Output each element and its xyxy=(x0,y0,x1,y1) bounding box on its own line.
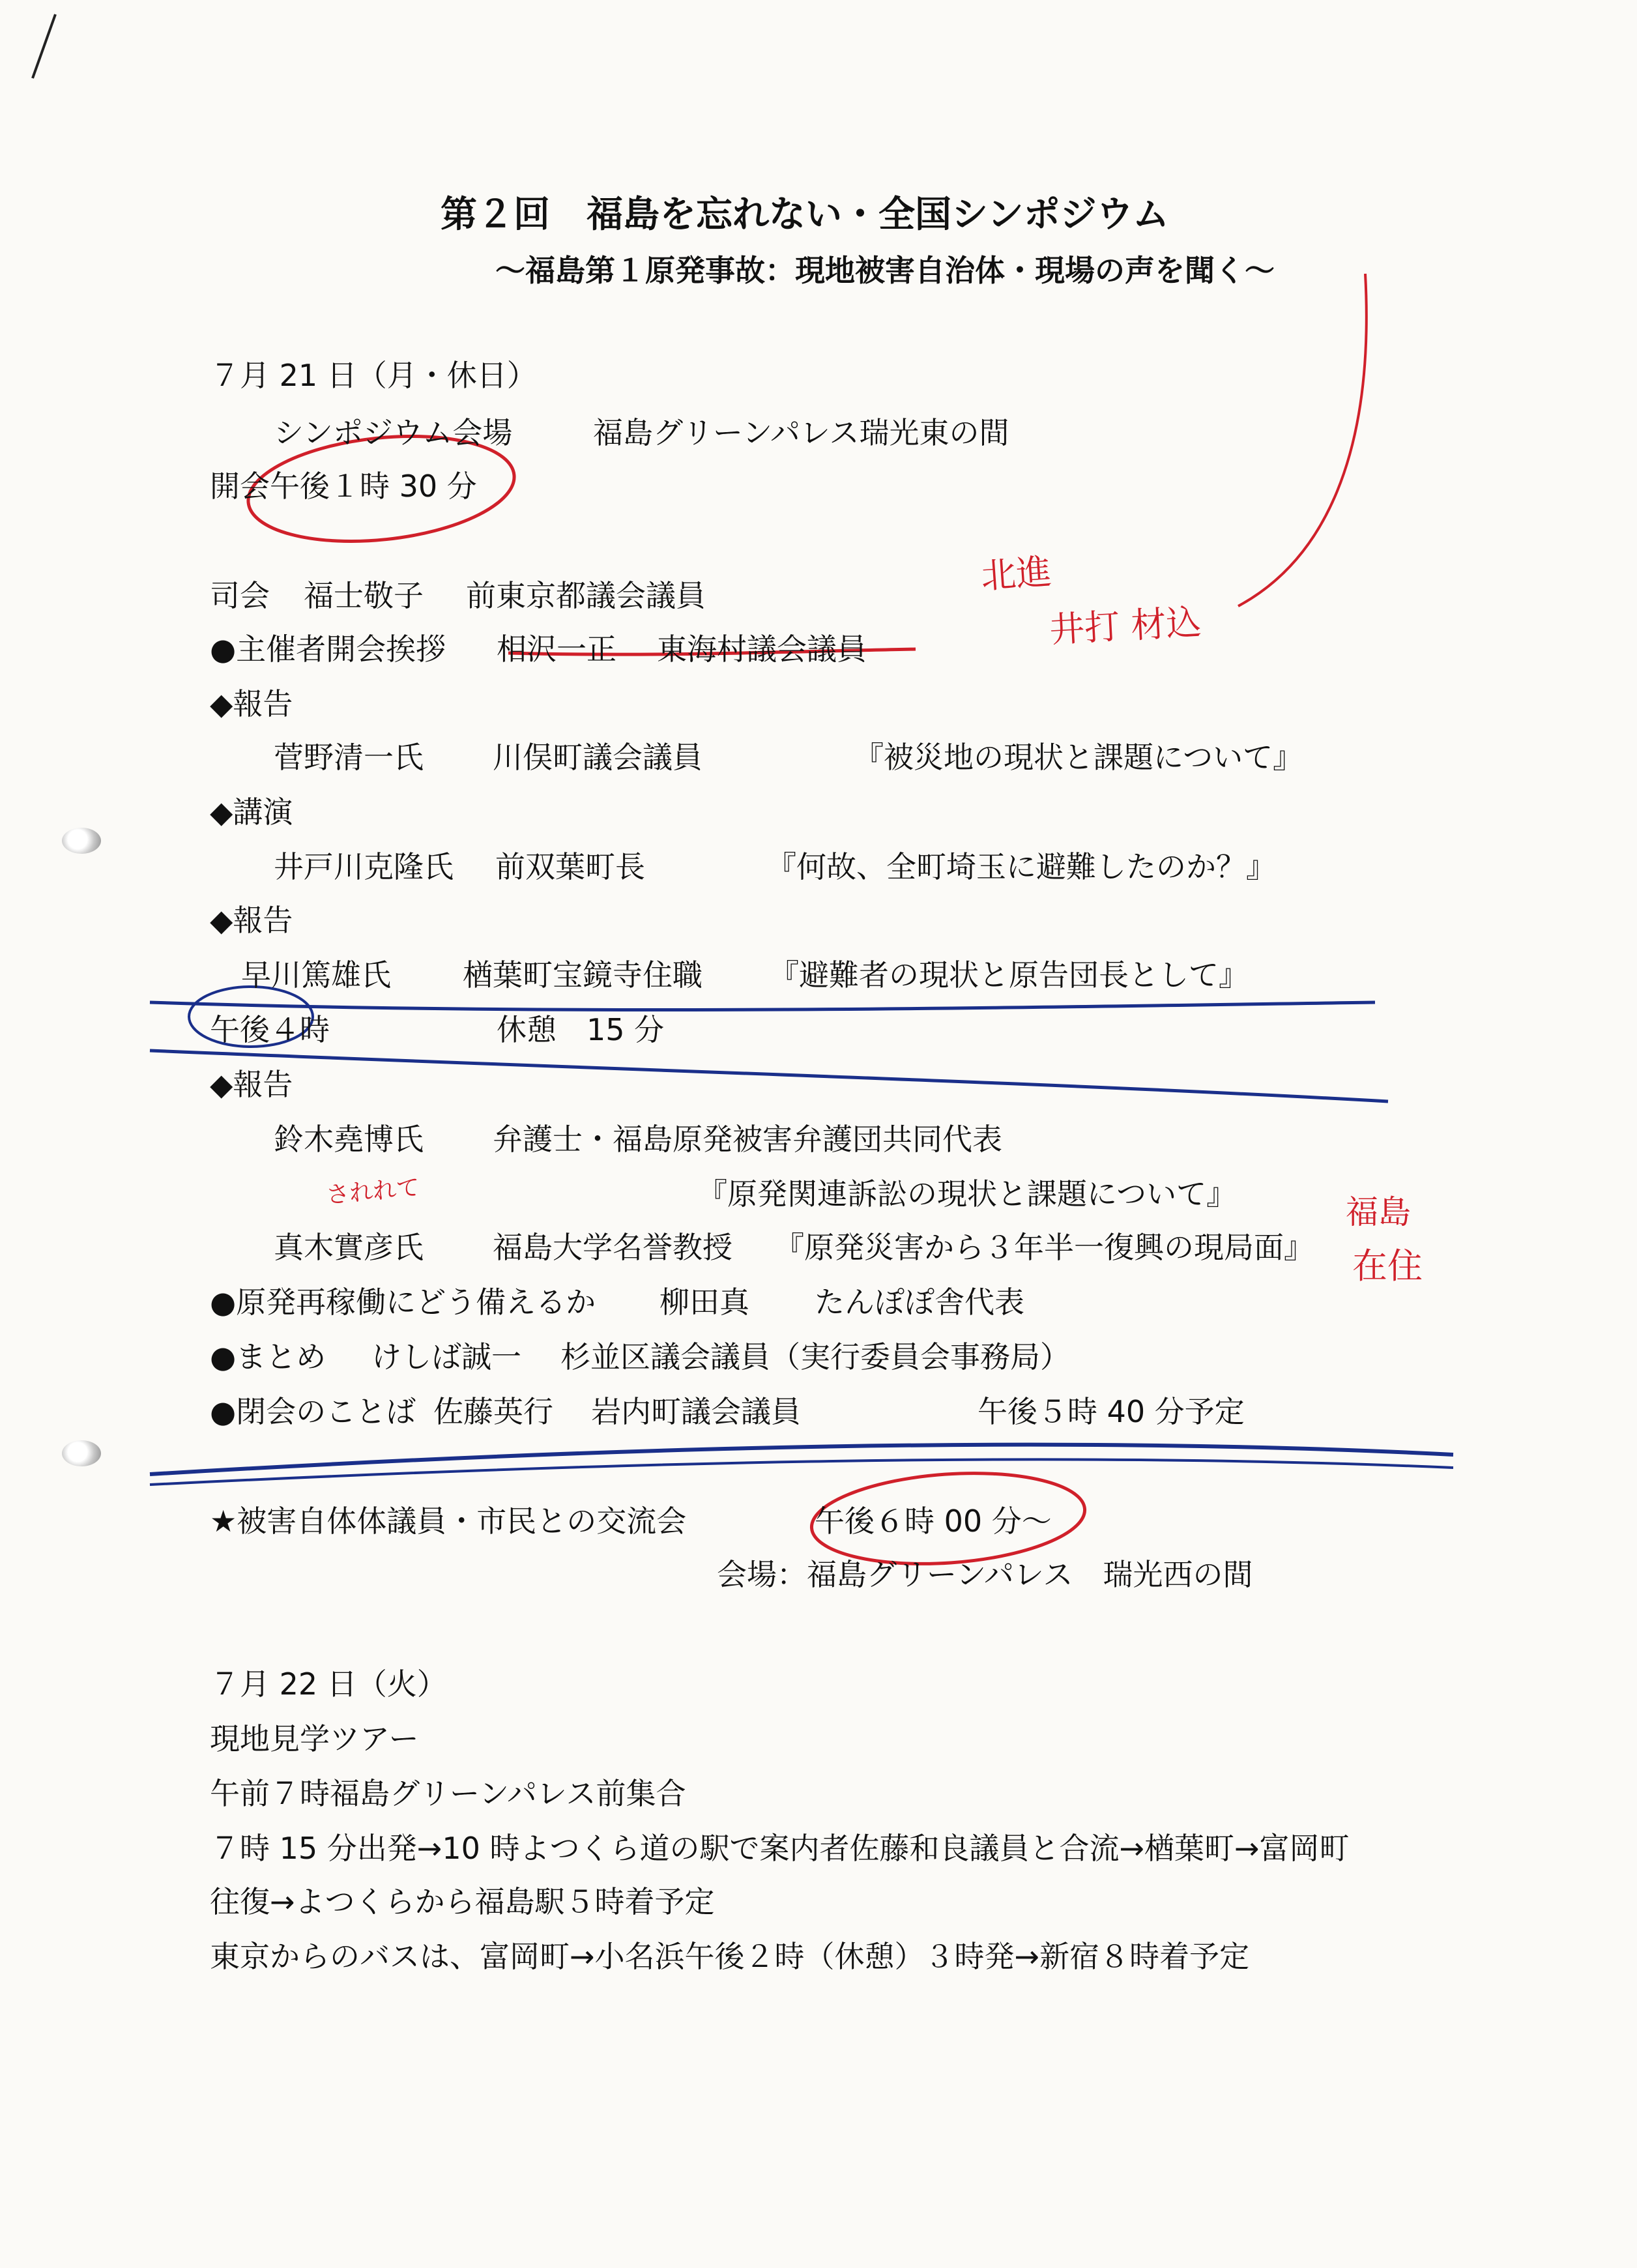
summary-name: けしば誠一 xyxy=(371,1339,521,1374)
report1-topic: 『被災地の現状と課題について』 xyxy=(854,740,1303,775)
tour-bus: 東京からのバスは、富岡町→小名浜午後２時（休憩）３時発→新宿８時着予定 xyxy=(210,1939,1250,1974)
report4-name: 真木實彦氏 xyxy=(274,1230,424,1265)
greeting-role: ●主催者開会挨拶 xyxy=(210,632,446,667)
closing-item: ●閉会のことば xyxy=(210,1394,416,1429)
report1-name: 菅野清一氏 xyxy=(274,740,424,775)
closing-title: 岩内町議会議員 xyxy=(591,1394,801,1429)
handwritten-note: 在住 xyxy=(1352,1245,1423,1287)
closing-name: 佐藤英行 xyxy=(433,1394,553,1429)
report4-topic: 『原発災害から３年半一復興の現局面』 xyxy=(774,1230,1314,1265)
mc-title: 前東京都議会議員 xyxy=(466,578,706,613)
summary-item: ●まとめ xyxy=(210,1339,326,1374)
closing-time: 午後５時 40 分予定 xyxy=(978,1394,1245,1429)
lecture-heading: ◆講演 xyxy=(210,794,293,830)
opening-time: 開会午後１時 30 分 xyxy=(210,469,477,504)
binder-hole xyxy=(62,828,101,854)
handwritten-note: されれて xyxy=(325,1174,421,1210)
handwritten-note: 北進 xyxy=(979,551,1053,597)
restart-item: ●原発再稼働にどう備えるか xyxy=(210,1285,596,1320)
report3-topic: 『原発関連訴訟の現状と課題について』 xyxy=(697,1176,1237,1212)
restart-name: 柳田真 xyxy=(659,1285,749,1320)
binder-hole xyxy=(62,1440,101,1466)
report2-name: 早川篤雄氏 xyxy=(241,957,391,993)
exchange-item: ★被害自体体議員・市民との交流会 xyxy=(210,1504,687,1539)
document-title: 第２回 福島を忘れない・全国シンポジウム xyxy=(441,194,1170,236)
tour-route-line1: ７時 15 分出発→10 時よつくら道の駅で案内者佐藤和良議員と合流→楢葉町→富岡町 xyxy=(210,1831,1350,1866)
report4-title: 福島大学名誉教授 xyxy=(493,1230,732,1265)
break-time: 午後４時 xyxy=(210,1012,330,1047)
report2-title: 楢葉町宝鏡寺住職 xyxy=(463,957,703,993)
greeting-name: 相沢一正 xyxy=(497,632,616,667)
report3-title: 弁護士・福島原発被害弁護団共同代表 xyxy=(493,1122,1002,1157)
report1-title: 川俣町議会議員 xyxy=(493,740,703,775)
day2-date: ７月 22 日（火） xyxy=(210,1666,447,1702)
report3-name: 鈴木堯博氏 xyxy=(274,1122,424,1157)
lecture-title: 前双葉町長 xyxy=(495,849,645,884)
report1-heading: ◆報告 xyxy=(210,686,293,721)
exchange-venue: 会場：福島グリーンパレス 瑞光西の間 xyxy=(717,1557,1253,1592)
tour-meeting: 午前７時福島グリーンパレス前集合 xyxy=(210,1776,686,1811)
report2-heading: ◆報告 xyxy=(210,903,293,938)
mc-role: 司会 xyxy=(210,578,270,613)
day1-date: ７月 21 日（月・休日） xyxy=(210,358,537,393)
venue-label: シンポジウム会場 xyxy=(274,415,513,450)
handwritten-note: 福島 xyxy=(1346,1193,1411,1231)
restart-title: たんぽぽ舎代表 xyxy=(815,1285,1024,1320)
report3-heading: ◆報告 xyxy=(210,1067,293,1102)
summary-title: 杉並区議会議員（実行委員会事務局） xyxy=(560,1339,1070,1374)
break-label: 休憩 15 分 xyxy=(497,1012,665,1047)
handwritten-note: 井打 材込 xyxy=(1048,601,1202,651)
mc-name: 福士敬子 xyxy=(304,578,424,613)
lecture-name: 井戸川克隆氏 xyxy=(274,849,454,884)
tour-route-line2: 往復→よつくらから福島駅５時着予定 xyxy=(210,1884,715,1919)
tour-title: 現地見学ツアー xyxy=(210,1721,419,1756)
lecture-topic: 『何故、全町埼玉に避難したのか？』 xyxy=(766,849,1276,884)
greeting-title: 東海村議会議員 xyxy=(657,632,867,667)
report2-topic: 『避難者の現状と原告団長として』 xyxy=(769,957,1249,993)
exchange-time: 午後６時 00 分〜 xyxy=(815,1504,1052,1539)
document-subtitle: 〜福島第１原発事故：現地被害自治体・現場の声を聞く〜 xyxy=(495,253,1275,288)
venue: 福島グリーンパレス瑞光東の間 xyxy=(593,415,1009,450)
